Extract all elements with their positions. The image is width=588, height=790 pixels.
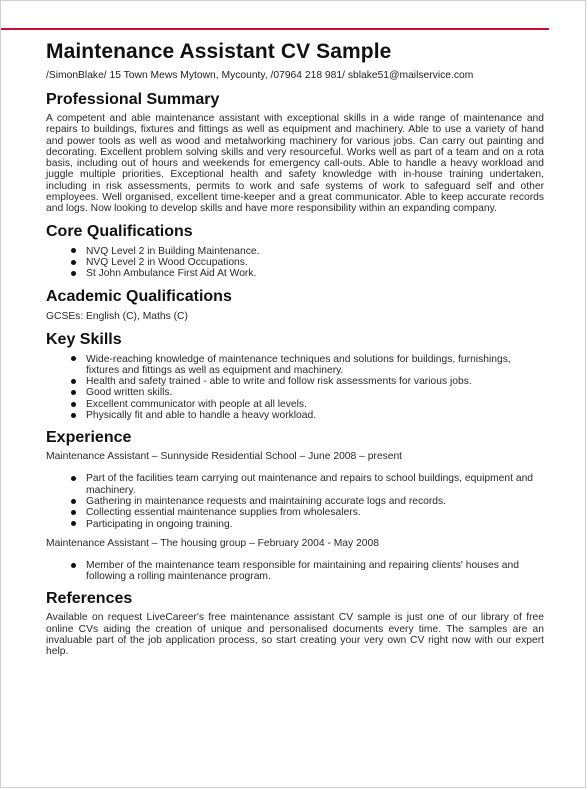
list-item: Collecting essential maintenance supplies from wholesalers. [86,507,544,518]
list-item: Excellent communicator with people at all levels. [86,399,544,410]
job-title: Maintenance Assistant – The housing group – February 2004 - May 2008 [46,537,379,549]
references-text: Available on request LiveCareer's free maintenance assistant CV sample is just one of our library of free online CVs aiding the creation of unique and personalised documents every time. The samples are an invaluable part of the job application process, so start creating your very own CV right now with our expert help. [46,612,544,658]
academic-qualifications-text: GCSEs: English (C), Maths (C) [46,310,188,322]
list-item: Member of the maintenance team responsible for maintaining and repairing clients' houses and following a rolling maintenance program. [86,560,544,583]
list-item: NVQ Level 2 in Building Maintenance. [86,246,544,257]
heading-academic-qualifications: Academic Qualifications [46,287,232,305]
heading-experience: Experience [46,429,132,447]
cv-title: Maintenance Assistant CV Sample [46,40,392,63]
list-item: Part of the facilities team carrying out maintenance and repairs to school buildings, equipment and machinery. [86,473,544,496]
list-item: St John Ambulance First Aid At Work. [86,268,544,279]
heading-professional-summary: Professional Summary [46,91,220,108]
list-item: Good written skills. [86,387,544,398]
cv-content [46,38,544,658]
list-item: Health and safety trained - able to write and follow risk assessments for various jobs. [86,376,544,387]
list-item: Participating in ongoing training. [86,519,544,530]
heading-core-qualifications: Core Qualifications [46,222,193,240]
list-item: Wide-reaching knowledge of maintenance techniques and solutions for buildings, furnishings, fixtures and fittings as well as equipment and machinery. [86,354,544,377]
core-qualifications-list [46,246,544,280]
job-duties-list [46,560,544,583]
list-item: Gathering in maintenance requests and maintaining accurate logs and records. [86,496,544,507]
header-red-rule [1,28,549,30]
heading-key-skills: Key Skills [46,330,122,348]
job-title: Maintenance Assistant – Sunnyside Residential School – June 2008 – present [46,451,403,463]
key-skills-list [46,354,544,422]
list-item: NVQ Level 2 in Wood Occupations. [86,257,544,268]
professional-summary-text: A competent and able maintenance assistant with exceptional skills in a wide range of maintenance and repairs to buildings, fixtures and fittings as well as equipment and machinery. Able to use a variety of hand and power tools as well as wood and metalworking machinery for various jobs. Can carry out painting and decorating. Excellent problem solving skills and very resourceful. Works well as part of a team and on a rota basis, including out of hours and weekends for emergency call-outs. Able to handle a heavy workload and juggle multiple priorities. Exceptional health and safety knowledge with in-house training undertaken, including in risk assessments, permits to work and safe systems of work to safeguard self and other employees. Well organised, excellent time-keeper and a great communicator. Able to keep accurate records and logs. Now looking to develop skills and have more responsibility within an expanding company. [46,113,544,215]
contact-line: /SimonBlake/ 15 Town Mews Mytown, Mycounty, /07964 218 981/ sblake51@mailservice.com [46,70,474,81]
job-duties-list [46,473,544,529]
list-item: Physically fit and able to handle a heavy workload. [86,410,544,421]
heading-references: References [46,590,133,608]
